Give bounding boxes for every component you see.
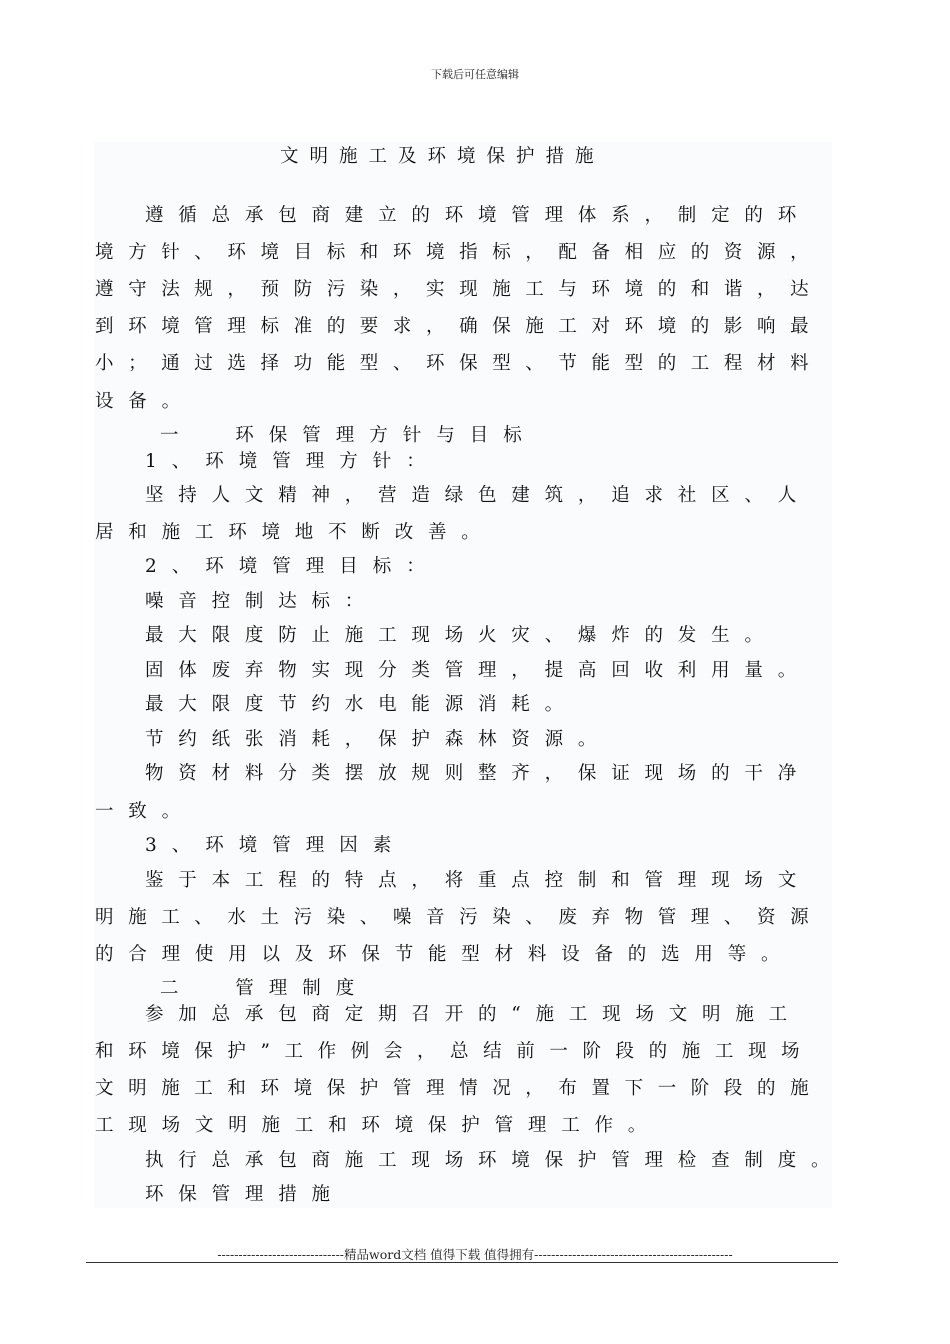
paragraph-line: 物资材料分类摆放规则整齐，保证现场的干净 bbox=[145, 763, 812, 784]
paragraph-line: 坚持人文精神，营造绿色建筑，追求社区、人 bbox=[145, 485, 812, 506]
subsection-heading: 1、环境管理方针： bbox=[145, 451, 440, 472]
paragraph-line: 居和施工环境地不断改善。 bbox=[95, 522, 495, 543]
subsection-heading: 3、环境管理因素 bbox=[145, 835, 407, 856]
paragraph-line: 环保管理措施 bbox=[145, 1184, 345, 1205]
paragraph-line: 鉴于本工程的特点，将重点控制和管理现场文 bbox=[145, 870, 812, 891]
paragraph-line: 遵循总承包商建立的环境管理体系，制定的环 bbox=[145, 205, 812, 226]
paragraph-line: 和环境保护”工作例会，总结前一阶段的施工现场 bbox=[95, 1041, 815, 1062]
page-header-note: 下载后可任意编辑 bbox=[431, 68, 519, 81]
document-title: 文明施工及环境保护措施 bbox=[280, 146, 605, 167]
paragraph-line: 节约纸张消耗，保护森林资源。 bbox=[145, 729, 612, 750]
paragraph-line: 设备。 bbox=[95, 391, 195, 412]
paragraph-line: 噪音控制达标： bbox=[145, 591, 379, 612]
paragraph-line: 小；通过选择功能型、环保型、节能型的工程材料 bbox=[95, 353, 824, 374]
paragraph-line: 遵守法规，预防污染，实现施工与环境的和谐，达 bbox=[95, 279, 824, 300]
section-heading: 一 环保管理方针与目标 bbox=[160, 425, 537, 446]
page-footer: ------------------------------精品word文档 值得下载 值得拥有----------------------------------------------- bbox=[217, 1247, 733, 1262]
paragraph-line: 一致。 bbox=[95, 801, 195, 822]
subsection-heading: 2、环境管理目标： bbox=[145, 556, 440, 577]
paragraph-line: 工现场文明施工和环境保护管理工作。 bbox=[95, 1115, 662, 1136]
paragraph-line: 执行总承包商施工现场环境保护管理检查制度。 bbox=[145, 1150, 845, 1171]
section-heading: 二 管理制度 bbox=[160, 978, 370, 999]
footer-divider bbox=[86, 1262, 838, 1263]
paragraph-line: 文明施工和环境保护管理情况，布置下一阶段的施 bbox=[95, 1078, 824, 1099]
paragraph-line: 境方针、环境目标和环境指标，配备相应的资源， bbox=[95, 242, 824, 263]
paragraph-line: 参加总承包商定期召开的“施工现场文明施工 bbox=[145, 1004, 802, 1025]
paragraph-line: 固体废弃物实现分类管理，提高回收利用量。 bbox=[145, 660, 812, 681]
paragraph-line: 到环境管理标准的要求，确保施工对环境的影响最 bbox=[95, 316, 824, 337]
paragraph-line: 的合理使用以及环保节能型材料设备的选用等。 bbox=[95, 944, 795, 965]
paragraph-line: 最大限度防止施工现场火灾、爆炸的发生。 bbox=[145, 625, 778, 646]
paragraph-line: 明施工、水土污染、噪音污染、废弃物管理、资源 bbox=[95, 907, 824, 928]
paragraph-line: 最大限度节约水电能源消耗。 bbox=[145, 694, 578, 715]
